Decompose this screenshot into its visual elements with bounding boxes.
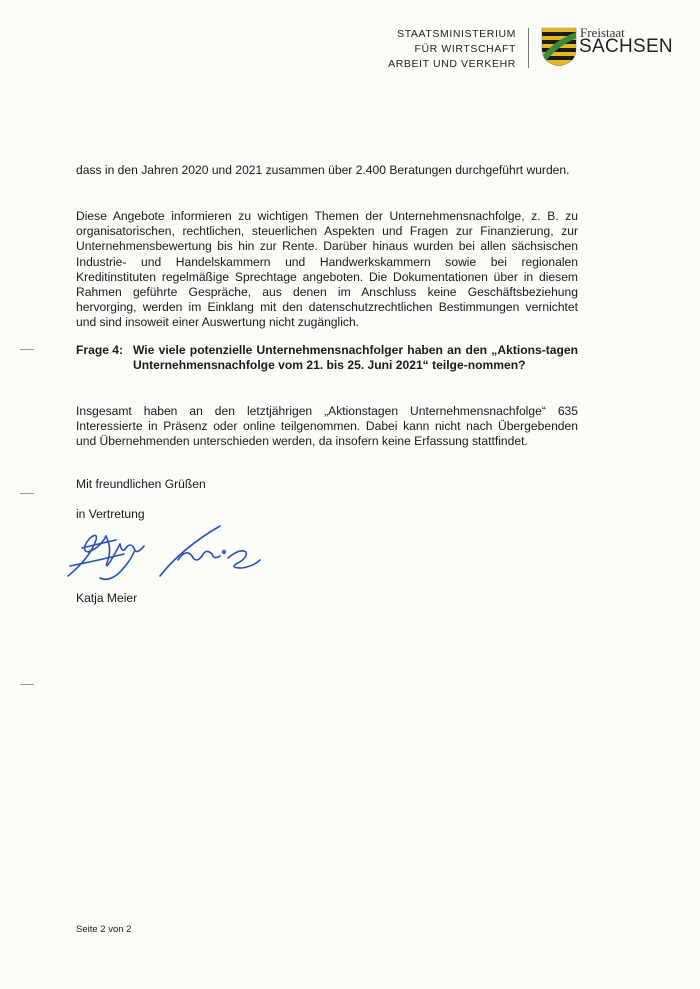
question-text: Wie viele potenzielle Unternehmensnachfolger haben an den „Aktions-tagen Unternehmensnachfolge vom 21. bis 25. Juni 2021“ teilge-nommen? — [133, 343, 578, 373]
page-number: Seite 2 von 2 — [76, 924, 132, 935]
header-divider — [528, 28, 529, 68]
handwritten-signature — [60, 518, 285, 588]
ministry-line-3: ARBEIT UND VERKEHR — [388, 58, 516, 70]
question-label: Frage 4: — [76, 343, 124, 357]
closing-greeting: Mit freundlichen Grüßen — [76, 477, 206, 491]
ministry-line-1: STAATSMINISTERIUM — [397, 28, 516, 40]
fold-mark-top — [20, 349, 34, 350]
state-label-small: Freistaat — [580, 25, 625, 40]
paragraph-2: Diese Angebote informieren zu wichtigen Themen der Unternehmensnachfolge, z. B. zu organisatorischen, rechtlichen, steuerlichen Aspekten und Fragen zur Finanzierung, zur Unternehmensbewertung bis hin zur Rente. Darüber hinaus wurden bei allen sächsischen Industrie- und Handelskammern und Handwerkskammern sowie bei regionalen Kreditinstituten regelmäßige Sprechtage angeboten. Die Dokumentationen über in diesem Rahmen geführte Gespräche, aus denen im Anschluss keine Geschäftsbeziehung hervorging, werden im Einklang mit den datenschutzrechtlichen Bestimmungen vernichtet und sind insoweit einer Auswertung nicht zugänglich. — [76, 209, 578, 330]
ministry-line-2: FÜR WIRTSCHAFT — [414, 43, 516, 55]
signatory-name: Katja Meier — [76, 591, 138, 605]
saxony-crest-icon — [541, 27, 577, 67]
punch-mark — [20, 493, 34, 494]
paragraph-1: dass in den Jahren 2020 und 2021 zusammen über 2.400 Beratungen durchgeführt wurden. — [76, 163, 570, 177]
state-label-large: SACHSEN — [579, 36, 673, 57]
fold-mark-bottom — [20, 684, 34, 685]
answer-paragraph: Insgesamt haben an den letztjährigen „Aktionstagen Unternehmensnachfolge“ 635 Interessierte in Präsenz oder online teilgenommen. Dabei kann nicht nach Übergebenden und Übernehmenden unterschieden werden, da insofern keine Erfassung stattfindet. — [76, 404, 578, 449]
representation-note: in Vertretung — [76, 507, 145, 521]
ministry-name — [388, 27, 516, 72]
